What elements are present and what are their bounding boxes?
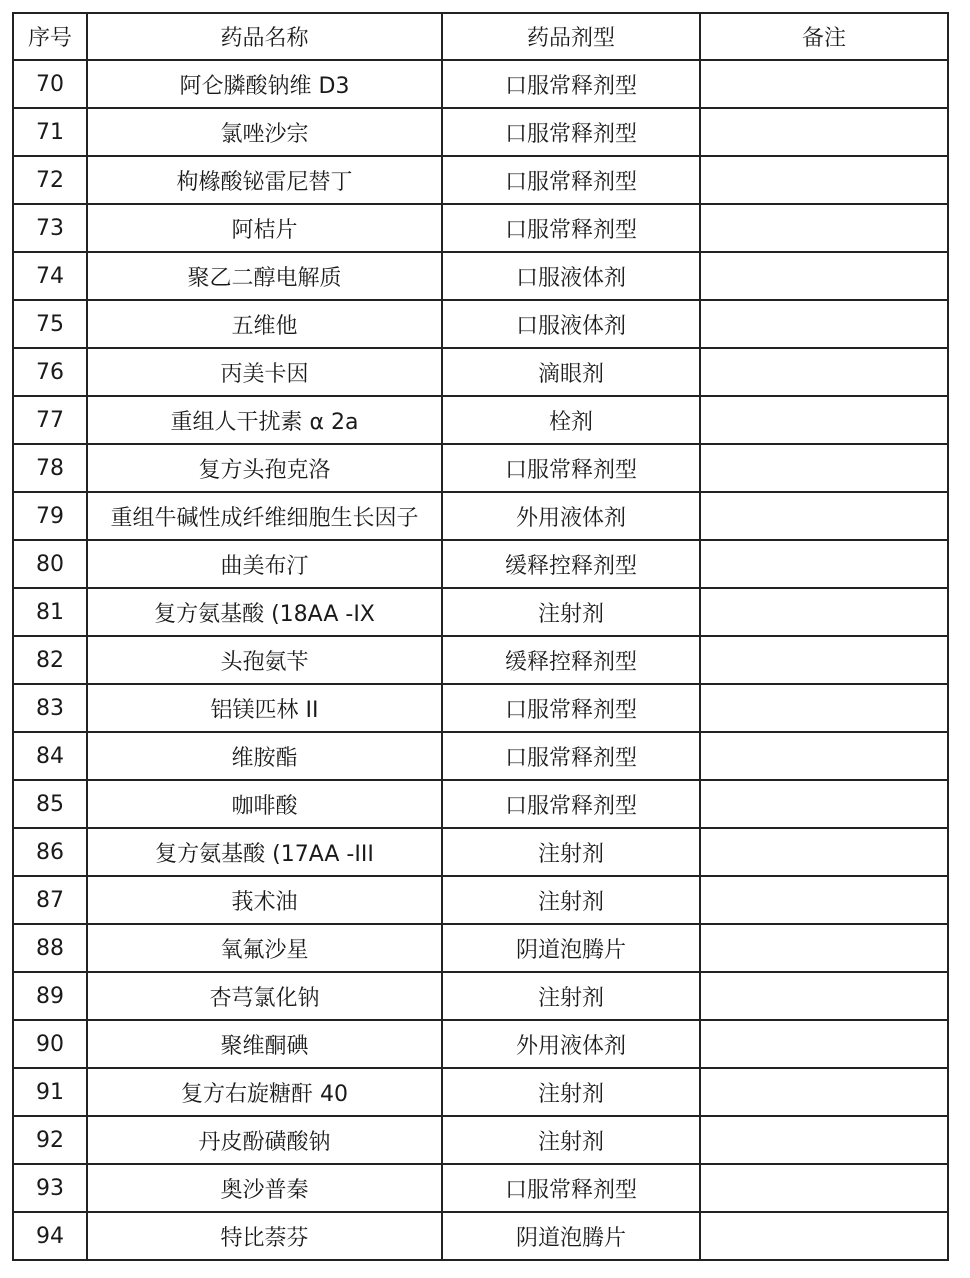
cell-drug-name: 阿仑膦酸钠维 D3 [87,60,442,108]
drug-table [12,12,949,1261]
cell-dosage-form: 阴道泡腾片 [442,1212,700,1260]
cell-dosage-form: 阴道泡腾片 [442,924,700,972]
table-row [13,204,948,252]
cell-serial: 74 [13,252,87,300]
cell-drug-name: 聚乙二醇电解质 [87,252,442,300]
header-dosage-form: 药品剂型 [442,13,700,60]
cell-serial: 79 [13,492,87,540]
cell-remarks [700,684,948,732]
cell-serial: 91 [13,1068,87,1116]
cell-remarks [700,444,948,492]
cell-remarks [700,108,948,156]
cell-serial: 78 [13,444,87,492]
cell-dosage-form: 外用液体剂 [442,1020,700,1068]
cell-remarks [700,1164,948,1212]
table-row [13,1164,948,1212]
cell-serial: 94 [13,1212,87,1260]
table-row [13,924,948,972]
cell-dosage-form: 口服常释剂型 [442,204,700,252]
cell-remarks [700,348,948,396]
cell-drug-name: 奥沙普秦 [87,1164,442,1212]
cell-remarks [700,828,948,876]
table-row [13,1020,948,1068]
cell-dosage-form: 口服常释剂型 [442,60,700,108]
cell-remarks [700,1020,948,1068]
cell-drug-name: 铝镁匹林 II [87,684,442,732]
cell-dosage-form: 栓剂 [442,396,700,444]
cell-remarks [700,156,948,204]
table-row [13,636,948,684]
table-row [13,444,948,492]
cell-remarks [700,732,948,780]
header-serial: 序号 [13,13,87,60]
table-body [13,60,948,1260]
cell-drug-name: 头孢氨苄 [87,636,442,684]
cell-drug-name: 聚维酮碘 [87,1020,442,1068]
table-row [13,1116,948,1164]
cell-serial: 82 [13,636,87,684]
cell-drug-name: 重组牛碱性成纤维细胞生长因子 [87,492,442,540]
table-row [13,876,948,924]
header-row [13,13,948,60]
cell-serial: 80 [13,540,87,588]
cell-serial: 71 [13,108,87,156]
cell-drug-name: 丹皮酚磺酸钠 [87,1116,442,1164]
table-row [13,540,948,588]
cell-remarks [700,924,948,972]
cell-drug-name: 丙美卡因 [87,348,442,396]
cell-drug-name: 曲美布汀 [87,540,442,588]
cell-dosage-form: 口服常释剂型 [442,444,700,492]
table-row [13,396,948,444]
cell-remarks [700,636,948,684]
cell-remarks [700,1068,948,1116]
cell-remarks [700,252,948,300]
cell-drug-name: 咖啡酸 [87,780,442,828]
table-row [13,108,948,156]
cell-dosage-form: 缓释控释剂型 [442,540,700,588]
table-row [13,492,948,540]
table-row [13,1068,948,1116]
cell-serial: 76 [13,348,87,396]
cell-dosage-form: 缓释控释剂型 [442,636,700,684]
table-row [13,156,948,204]
cell-drug-name: 复方氨基酸 (17AA -III [87,828,442,876]
cell-remarks [700,204,948,252]
cell-drug-name: 复方右旋糖酐 40 [87,1068,442,1116]
cell-dosage-form: 口服常释剂型 [442,780,700,828]
table-row [13,972,948,1020]
cell-remarks [700,300,948,348]
cell-dosage-form: 注射剂 [442,876,700,924]
table-row [13,60,948,108]
cell-dosage-form: 口服常释剂型 [442,108,700,156]
cell-remarks [700,60,948,108]
cell-drug-name: 杏芎氯化钠 [87,972,442,1020]
table-row [13,300,948,348]
cell-serial: 73 [13,204,87,252]
header-drug-name: 药品名称 [87,13,442,60]
cell-serial: 92 [13,1116,87,1164]
cell-dosage-form: 口服常释剂型 [442,156,700,204]
cell-drug-name: 氧氟沙星 [87,924,442,972]
cell-dosage-form: 滴眼剂 [442,348,700,396]
cell-serial: 85 [13,780,87,828]
cell-remarks [700,876,948,924]
cell-drug-name: 复方氨基酸 (18AA -IX [87,588,442,636]
cell-serial: 72 [13,156,87,204]
cell-dosage-form: 注射剂 [442,972,700,1020]
cell-remarks [700,972,948,1020]
cell-drug-name: 五维他 [87,300,442,348]
cell-drug-name: 特比萘芬 [87,1212,442,1260]
cell-drug-name: 重组人干扰素 α 2a [87,396,442,444]
cell-drug-name: 维胺酯 [87,732,442,780]
cell-serial: 70 [13,60,87,108]
cell-dosage-form: 口服常释剂型 [442,732,700,780]
cell-serial: 88 [13,924,87,972]
cell-serial: 86 [13,828,87,876]
cell-dosage-form: 外用液体剂 [442,492,700,540]
cell-serial: 83 [13,684,87,732]
cell-dosage-form: 注射剂 [442,1068,700,1116]
cell-serial: 81 [13,588,87,636]
cell-remarks [700,588,948,636]
cell-drug-name: 阿桔片 [87,204,442,252]
cell-dosage-form: 口服液体剂 [442,252,700,300]
table-row [13,780,948,828]
table-row [13,684,948,732]
cell-serial: 93 [13,1164,87,1212]
cell-drug-name: 枸橼酸铋雷尼替丁 [87,156,442,204]
cell-dosage-form: 注射剂 [442,588,700,636]
table-row [13,732,948,780]
cell-dosage-form: 口服常释剂型 [442,684,700,732]
cell-remarks [700,1116,948,1164]
cell-serial: 84 [13,732,87,780]
cell-remarks [700,396,948,444]
cell-dosage-form: 口服液体剂 [442,300,700,348]
table-row [13,588,948,636]
table-row [13,828,948,876]
table-row [13,1212,948,1260]
cell-drug-name: 氯唑沙宗 [87,108,442,156]
cell-serial: 87 [13,876,87,924]
cell-dosage-form: 注射剂 [442,1116,700,1164]
cell-serial: 77 [13,396,87,444]
cell-dosage-form: 注射剂 [442,828,700,876]
cell-serial: 89 [13,972,87,1020]
drug-list-sheet [12,12,947,1261]
cell-drug-name: 莪术油 [87,876,442,924]
cell-remarks [700,780,948,828]
cell-remarks [700,1212,948,1260]
cell-dosage-form: 口服常释剂型 [442,1164,700,1212]
table-row [13,348,948,396]
cell-remarks [700,492,948,540]
cell-remarks [700,540,948,588]
cell-drug-name: 复方头孢克洛 [87,444,442,492]
table-row [13,252,948,300]
cell-serial: 90 [13,1020,87,1068]
header-remarks: 备注 [700,13,948,60]
cell-serial: 75 [13,300,87,348]
